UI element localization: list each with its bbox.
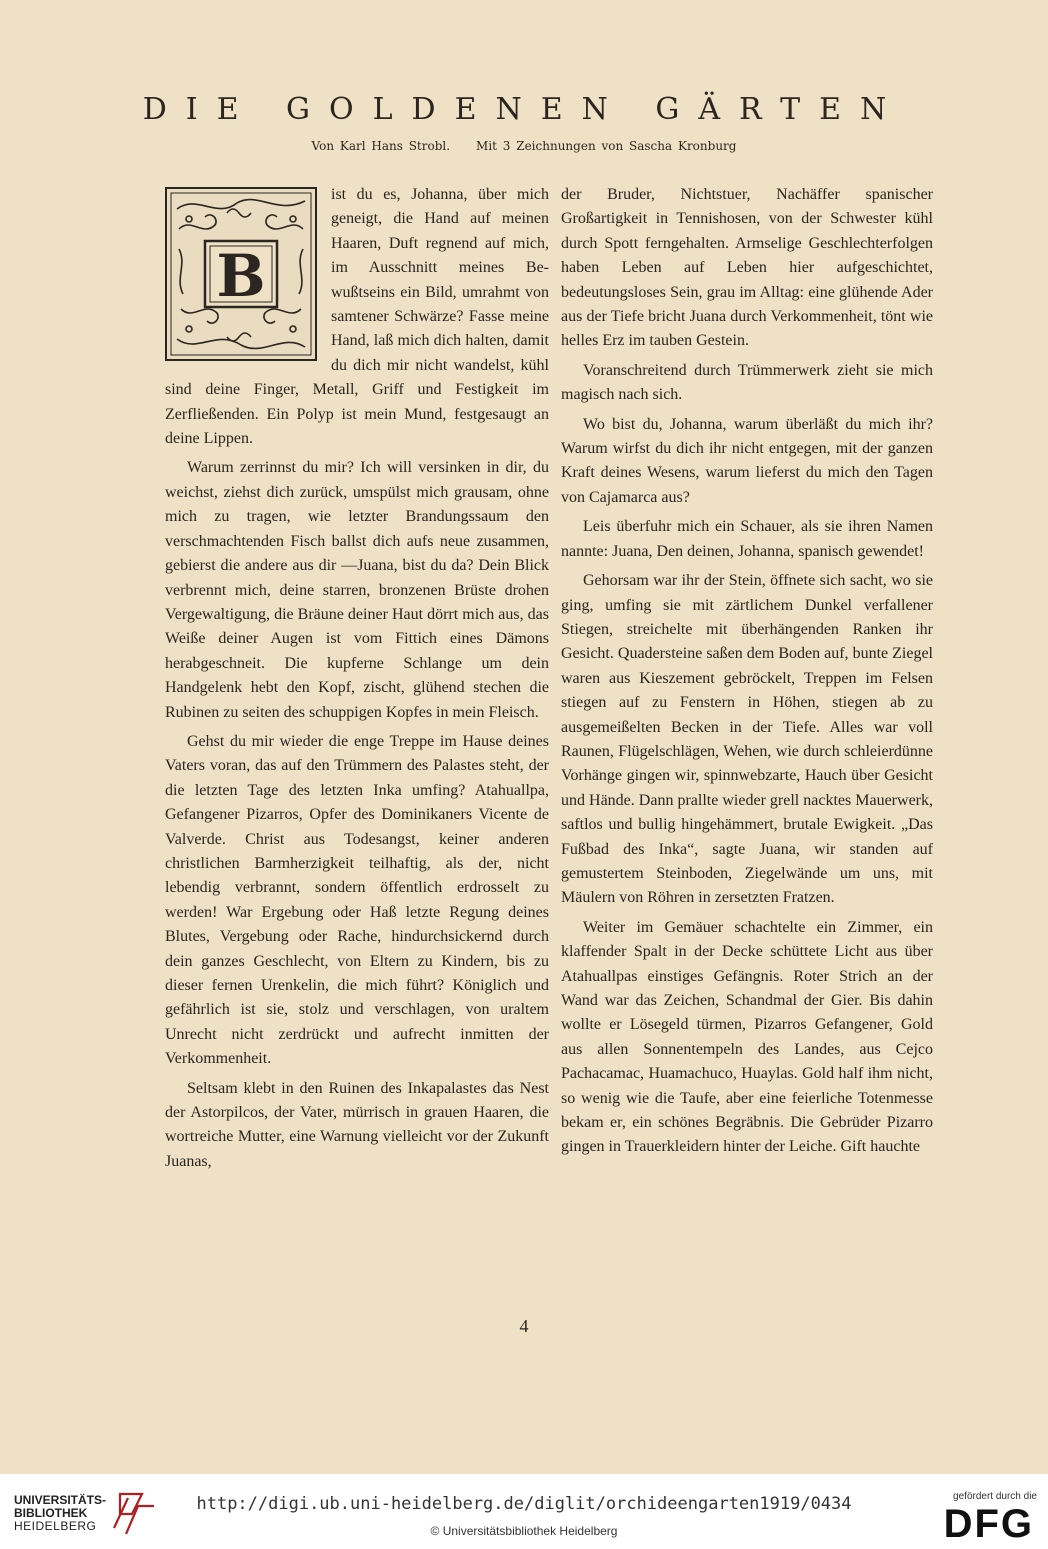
right-paragraph-3: Wo bist du, Johanna, warum überläßt du mich ihr? Warum wirfst du dich ihr nicht entgegen, mit der ganzen Kraft deines Wesens, warum lieferst du mich den Tagen von Cajamarca aus? [561,415,933,506]
left-paragraph-2: Warum zerrinnst du mir? Ich will versinken in dir, du weichst, ziehst dich zurück, umspülst mich grausam, ohne mich zu tragen, wie letzter Brandungssaum den verschmachtenden Fisch ballst dich aufs neue zusammen, gebierst die andere aus dir —Juana, bist du da? Dein Blick verbrennt mich, deine starren, bronzenen Brüste drohen Vergewaltigung, die Bräune deiner Haut dörrt mich aus, das Weiße deiner Augen ist vom Fittich eines Dämons herabgeschneit. Die kupferne Schlange um dein Handgelenk hebt den Kopf, zischt, glühend stechen die Rubinen zu seiten des schuppigen Kopfes in mein Fleisch. [165,459,549,721]
right-paragraph-1: der Bruder, Nichtstuer, Nachäffer spanischer Großartigkeit in Tennishosen, von der Schwester kühl durch Spott ferngehalten. Armselige Geschlechterfolgen haben Leben auf Leben hier aufgeschichtet, bedeutungsloses Sein, grau im Alltag: eine glühende Ader aus der Tiefe bricht Juana durch Verkommenheit, tönt wie helles Erz im tauben Gestein. [561,186,933,350]
left-paragraph-1: ist du es, Johanna, über mich geneigt, die Hand auf meinen Haaren, Duft regnend auf mich, im Ausschnitt meines Bewußtseins ein Bild, umrahmt von samtener Schwärze? Fasse meine Hand, laß mich dich halten, damit du dich mir nicht wandelst, kühl sind deine Finger, Metall, Griff und Festigkeit im Zerfließenden. Ein Polyp ist mein Mund, festgesaugt an deine Lippen. [165,186,549,448]
funding-label: gefördert durch die [953,1491,1037,1502]
left-paragraph-4: Seltsam klebt in den Ruinen des Inkapalastes das Nest der Astorpilcos, der Vater, mürrisch in grauen Haaren, die wortreiche Mutter, eine Warnung vielleicht vor der Zukunft Juanas, [165,1079,549,1170]
byline [0,139,1048,153]
library-line-3: HEIDELBERG [14,1519,97,1533]
byline-author: Von Karl Hans Strobl. [311,139,451,153]
article-title: DIE GOLDENEN GÄRTEN [142,92,906,127]
initial-letter: B [216,242,266,310]
page-number: 4 [519,1316,529,1336]
right-paragraph-6: Weiter im Gemäuer schachtelte ein Zimmer, ein klaffender Spalt in der Decke schüttete Licht aus über Atahuallpas einstiges Gefängnis. Roter Strich an der Wand war das Zeichen, Schandmal der Gier. Bis dahin wollte er Lösegeld türmen, Pizarros Gefangener, Gold aus allen Sonnentempeln des Landes, aus Cejco Pachacamac, Huamachuco, Huaylas. Gold half ihm nicht, so wenig wie die Taufe, aber eine feierliche Totenmesse bekam er, ein schönes Begräbnis. Die Gebrüder Pizarro gingen in Trauerkleidern hinter der Leiche. Gift hauchte [561,918,933,1156]
left-paragraph-3: Gehst du mir wieder die enge Treppe im Hause deines Vaters voran, das auf den Trümmern des Palastes steht, der die letzten Tage des letzten Inka umfing? Atahuallpa, Gefangener Pizarros, Opfer des Dominikaners Vicente de Valverde. Christ aus Todesangst, keiner anderen christlichen Barmherzigkeit teilhaftig, als der, nicht lebendig verbrannt, sondern öffentlich erdrosselt zu werden! War Ergebung oder Haß letzte Regung deines Blutes, Vergebung oder Rache, hindurchsickernd durch dein ganzes Geschlecht, von Eltern zu Kindern, bis zu dieser fernen Urenkelin, die mich führt? Königlich und gefährlich ist sie, stolz und verschlagen, von uraltem Unrecht nicht zerdrückt und aufrecht inmitten der Verkommenheit. [165,732,549,1068]
permalink-url[interactable]: http://digi.ub.uni-heidelberg.de/diglit/orchideengarten1919/0434 [196,1494,852,1514]
library-line-1: UNIVERSITÄTS- [14,1493,107,1507]
ornamental-initial [165,187,317,361]
left-column [165,183,549,1174]
right-column [561,183,933,1160]
library-line-2: BIBLIOTHEK [14,1506,88,1520]
byline-illustrations: Mit 3 Zeichnungen von Sascha Kronburg [476,139,737,153]
dfg-logo: DFG [943,1502,1034,1546]
right-paragraph-4: Leis überfuhr mich ein Schauer, als sie ihren Namen nannte: Juana, Den deinen, Johanna, spanisch gewendet! [561,518,933,560]
right-paragraph-5: Gehorsam war ihr der Stein, öffnete sich sacht, wo sie ging, umfing sie mit zärtlichem Dunkel verfallener Stiegen, streichelte mit überhängenden Ranken ihr Gesicht. Quadersteine saßen dem Boden auf, bunte Ziegel waren aus Kieszement gebröckelt, Treppen im Felsen stiegen auf zu Fenstern in Höhen, stiegen ab zu ausgemeißelten Becken in der Tiefe. Alles war voll Raunen, Flügelschlägen, Wehen, wie durch schleierdünne Vorhänge gingen wir, spinnwebzarte, Hauch über Gesicht und Hände. Dann prallte wieder grell nacktes Mauerwerk, saftlos und bullig hingehämmert, brutale Ewigkeit. „Das Fußbad des Inka“, sagte Juana, wir standen auf gemustertem Steinboden, Ziegelwände um uns, mit Mäulern von Röhren in zersetzten Fratzen. [561,572,933,907]
right-paragraph-2: Voranschreitend durch Trümmerwerk zieht sie mich magisch nach sich. [561,361,933,404]
ornament-vine-icon [167,189,315,359]
copyright-notice: © Universitätsbibliothek Heidelberg [430,1524,618,1538]
